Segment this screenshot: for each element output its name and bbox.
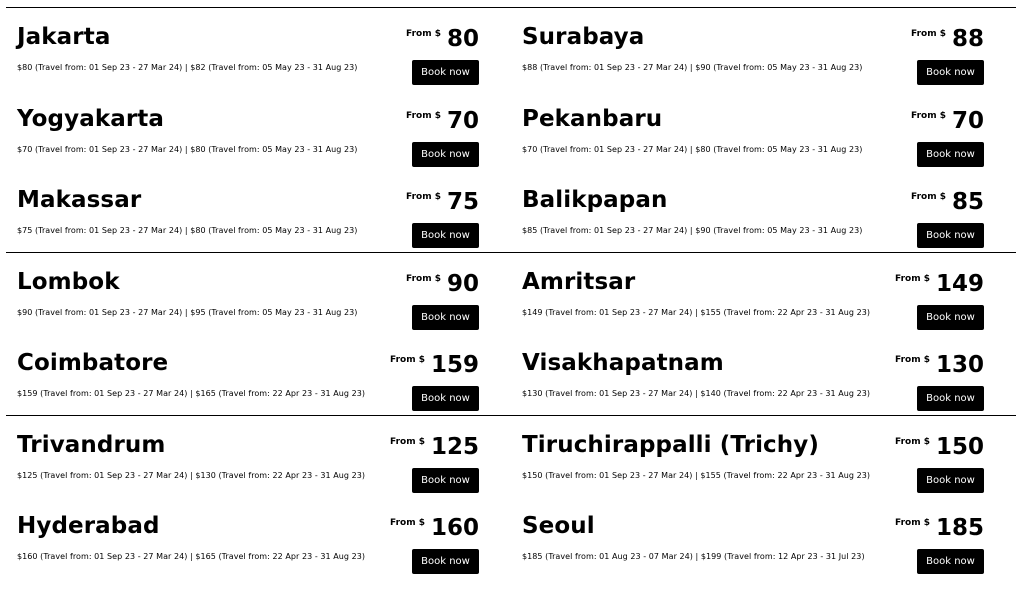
destination-card-visakhapatnam <box>522 334 984 416</box>
price-amount: 90 <box>446 271 479 297</box>
city-name: Hyderabad <box>17 513 160 539</box>
destination-card-makassar <box>17 171 479 253</box>
price-amount: 88 <box>951 26 984 52</box>
from-label: From $ <box>406 274 441 284</box>
fare-details: $90 (Travel from: 01 Sep 23 - 27 Mar 24) | $95 (Travel from: 05 May 23 - 31 Aug 23) <box>17 308 358 317</box>
price-amount: 70 <box>951 108 984 134</box>
fare-details: $150 (Travel from: 01 Sep 23 - 27 Mar 24) | $155 (Travel from: 22 Apr 23 - 31 Aug 23) <box>522 471 871 480</box>
destination-card-coimbatore <box>17 334 479 416</box>
from-label: From $ <box>406 111 441 121</box>
price <box>406 189 479 215</box>
book-now-button[interactable]: Book now <box>412 223 479 248</box>
fare-details: $88 (Travel from: 01 Sep 23 - 27 Mar 24) | $90 (Travel from: 05 May 23 - 31 Aug 23) <box>522 63 863 72</box>
destination-card-pekanbaru <box>522 90 984 172</box>
city-name: Trivandrum <box>17 432 166 458</box>
from-label: From $ <box>406 192 441 202</box>
price-amount: 130 <box>935 352 984 378</box>
from-label: From $ <box>390 437 425 447</box>
price <box>911 108 984 134</box>
from-label: From $ <box>895 437 930 447</box>
city-name: Yogyakarta <box>17 106 164 132</box>
price-amount: 149 <box>935 271 984 297</box>
from-label: From $ <box>895 355 930 365</box>
book-now-button[interactable]: Book now <box>917 305 984 330</box>
price-amount: 150 <box>935 434 984 460</box>
fare-details: $75 (Travel from: 01 Sep 23 - 27 Mar 24) | $80 (Travel from: 05 May 23 - 31 Aug 23) <box>17 226 358 235</box>
fare-details: $80 (Travel from: 01 Sep 23 - 27 Mar 24) | $82 (Travel from: 05 May 23 - 31 Aug 23) <box>17 63 358 72</box>
city-name: Lombok <box>17 269 120 295</box>
destination-card-surabaya <box>522 8 984 90</box>
price-amount: 160 <box>430 515 479 541</box>
from-label: From $ <box>390 518 425 528</box>
price-amount: 80 <box>446 26 479 52</box>
city-name: Surabaya <box>522 24 645 50</box>
city-name: Amritsar <box>522 269 636 295</box>
book-now-button[interactable]: Book now <box>412 142 479 167</box>
city-name: Tiruchirappalli (Trichy) <box>522 432 819 458</box>
city-name: Makassar <box>17 187 142 213</box>
price-amount: 159 <box>430 352 479 378</box>
destination-card-trichy <box>522 416 984 498</box>
book-now-button[interactable]: Book now <box>412 305 479 330</box>
book-now-button[interactable]: Book now <box>412 386 479 411</box>
price <box>911 189 984 215</box>
destination-card-trivandrum <box>17 416 479 498</box>
book-now-button[interactable]: Book now <box>412 549 479 574</box>
city-name: Pekanbaru <box>522 106 663 132</box>
from-label: From $ <box>911 29 946 39</box>
price <box>390 515 479 541</box>
price-amount: 125 <box>430 434 479 460</box>
price <box>895 352 984 378</box>
price <box>390 434 479 460</box>
price <box>406 271 479 297</box>
from-label: From $ <box>911 111 946 121</box>
destination-card-amritsar <box>522 253 984 335</box>
from-label: From $ <box>390 355 425 365</box>
destination-card-hyderabad <box>17 497 479 579</box>
destination-card-seoul <box>522 497 984 579</box>
destination-card-jakarta <box>17 8 479 90</box>
fare-details: $70 (Travel from: 01 Sep 23 - 27 Mar 24) | $80 (Travel from: 05 May 23 - 31 Aug 23) <box>17 145 358 154</box>
price <box>390 352 479 378</box>
from-label: From $ <box>895 518 930 528</box>
fare-details: $160 (Travel from: 01 Sep 23 - 27 Mar 24) | $165 (Travel from: 22 Apr 23 - 31 Aug 23) <box>17 552 366 561</box>
price <box>911 26 984 52</box>
price-amount: 85 <box>951 189 984 215</box>
book-now-button[interactable]: Book now <box>917 223 984 248</box>
book-now-button[interactable]: Book now <box>917 142 984 167</box>
fare-details: $85 (Travel from: 01 Sep 23 - 27 Mar 24) | $90 (Travel from: 05 May 23 - 31 Aug 23) <box>522 226 863 235</box>
book-now-button[interactable]: Book now <box>412 468 479 493</box>
from-label: From $ <box>911 192 946 202</box>
book-now-button[interactable]: Book now <box>917 549 984 574</box>
price <box>406 26 479 52</box>
price-amount: 70 <box>446 108 479 134</box>
from-label: From $ <box>895 274 930 284</box>
destination-card-yogyakarta <box>17 90 479 172</box>
destination-card-lombok <box>17 253 479 335</box>
city-name: Visakhapatnam <box>522 350 724 376</box>
fare-details: $125 (Travel from: 01 Sep 23 - 27 Mar 24) | $130 (Travel from: 22 Apr 23 - 31 Aug 23) <box>17 471 366 480</box>
fare-details: $130 (Travel from: 01 Sep 23 - 27 Mar 24) | $140 (Travel from: 22 Apr 23 - 31 Aug 23) <box>522 389 871 398</box>
book-now-button[interactable]: Book now <box>917 468 984 493</box>
book-now-button[interactable]: Book now <box>412 60 479 85</box>
fare-details: $70 (Travel from: 01 Sep 23 - 27 Mar 24) | $80 (Travel from: 05 May 23 - 31 Aug 23) <box>522 145 863 154</box>
fare-details: $185 (Travel from: 01 Aug 23 - 07 Mar 24) | $199 (Travel from: 12 Apr 23 - 31 Jul 23) <box>522 552 865 561</box>
fare-details: $149 (Travel from: 01 Sep 23 - 27 Mar 24) | $155 (Travel from: 22 Apr 23 - 31 Aug 23) <box>522 308 871 317</box>
price-amount: 185 <box>935 515 984 541</box>
city-name: Jakarta <box>17 24 111 50</box>
book-now-button[interactable]: Book now <box>917 386 984 411</box>
price-amount: 75 <box>446 189 479 215</box>
price <box>895 271 984 297</box>
city-name: Coimbatore <box>17 350 169 376</box>
from-label: From $ <box>406 29 441 39</box>
price <box>895 434 984 460</box>
city-name: Balikpapan <box>522 187 668 213</box>
city-name: Seoul <box>522 513 595 539</box>
fare-details: $159 (Travel from: 01 Sep 23 - 27 Mar 24) | $165 (Travel from: 22 Apr 23 - 31 Aug 23) <box>17 389 366 398</box>
book-now-button[interactable]: Book now <box>917 60 984 85</box>
destination-card-balikpapan <box>522 171 984 253</box>
price <box>895 515 984 541</box>
price <box>406 108 479 134</box>
